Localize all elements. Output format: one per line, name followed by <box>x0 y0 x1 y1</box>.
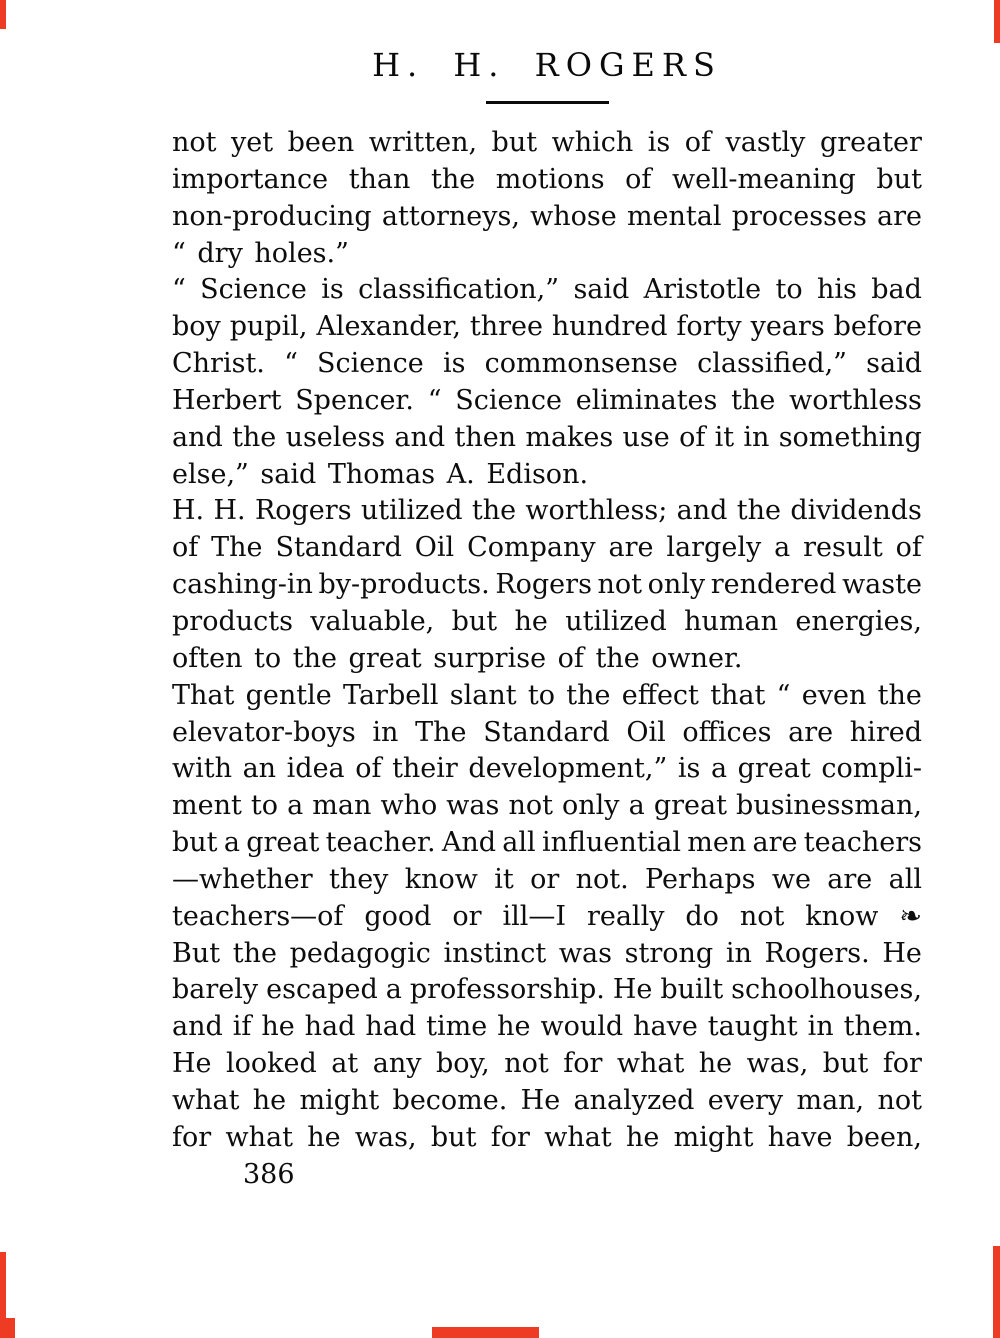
text-line: non-producing attorneys, whose mental processes are <box>172 200 922 232</box>
text-line: —whether they know it or not. Perhaps we are all <box>172 863 922 895</box>
text-line: ment to a man who was not only a great businessman, <box>172 790 922 822</box>
text-line: often to the great surprise of the owner. <box>172 642 743 674</box>
text-line: That gentle Tarbell slant to the effect that “ even the <box>172 679 922 711</box>
text-line: else,” said Thomas A. Edison. <box>172 458 589 490</box>
text-line: importance than the motions of well-meaning but <box>172 163 922 195</box>
text-line: and if he had had time he would have taught in them. <box>172 1011 922 1043</box>
scan-artifact-bottom-center <box>432 1327 539 1338</box>
scan-artifact-bottom-left-corner <box>0 1318 15 1338</box>
text-line: of The Standard Oil Company are largely a result of <box>172 532 922 564</box>
text-line: H. H. Rogers utilized the worthless; and the dividends <box>172 495 922 527</box>
scan-artifact-top-left <box>0 0 6 29</box>
text-line: with an idea of their development,” is a great compli- <box>172 753 922 785</box>
text-line: boy pupil, Alexander, three hundred forty years before <box>172 311 922 343</box>
text-line: barely escaped a professorship. He built schoolhouses, <box>172 974 922 1006</box>
title-rule <box>486 101 609 104</box>
text-line: He looked at any boy, not for what he was, but for <box>172 1048 922 1080</box>
text-line: but a great teacher. And all influential men are teachers <box>172 827 922 859</box>
page-number: 386 <box>243 1159 295 1190</box>
text-line: teachers—of good or ill—I really do not know ❧ <box>172 900 922 932</box>
text-line: Christ. “ Science is commonsense classified,” said <box>172 348 922 380</box>
text-line: cashing-in by-products. Rogers not only rendered waste <box>172 569 922 601</box>
scan-artifact-bottom-right <box>993 1246 1000 1338</box>
text-line: “ dry holes.” <box>172 237 349 269</box>
page-title: H. H. ROGERS <box>372 46 722 84</box>
text-line: for what he was, but for what he might have been, <box>172 1121 922 1153</box>
text-line: “ Science is classification,” said Aristotle to his bad <box>172 274 922 306</box>
text-line: But the pedagogic instinct was strong in Rogers. He <box>172 937 922 969</box>
body-text <box>172 125 922 1157</box>
text-line: elevator-boys in The Standard Oil offices are hired <box>172 716 922 748</box>
text-line: products valuable, but he utilized human energies, <box>172 605 922 637</box>
text-line: not yet been written, but which is of vastly greater <box>172 127 922 158</box>
text-line: and the useless and then makes use of it in something <box>172 421 922 453</box>
text-line: Herbert Spencer. “ Science eliminates the worthless <box>172 384 922 416</box>
text-line: what he might become. He analyzed every man, not <box>172 1084 922 1116</box>
scan-artifact-top-right <box>994 0 1000 43</box>
